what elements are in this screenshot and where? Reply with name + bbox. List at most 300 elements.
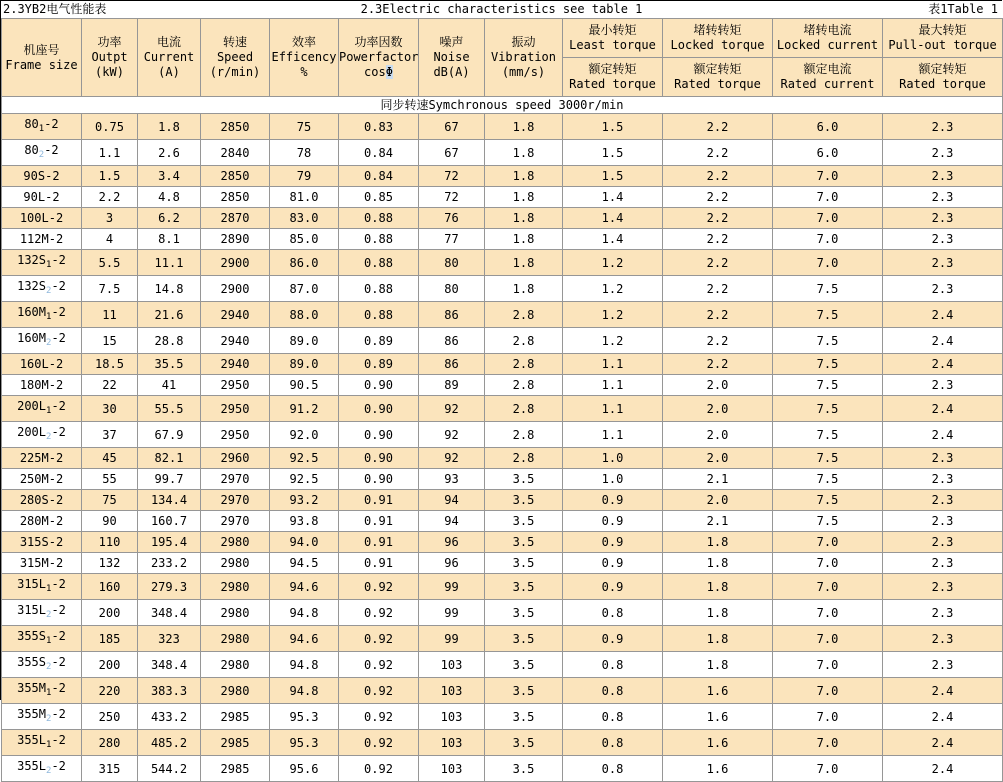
value-cell: 7.5 <box>773 396 883 422</box>
value-cell: 2980 <box>201 532 270 553</box>
value-cell: 94.0 <box>270 532 339 553</box>
value-cell: 3.5 <box>485 469 563 490</box>
value-cell: 2980 <box>201 600 270 626</box>
frame-size-cell: $355S_1-2$ <box>2 626 82 652</box>
value-cell: 2.2 <box>663 229 773 250</box>
value-cell: 3 <box>82 208 138 229</box>
frame-size-cell: 225M-2 <box>2 448 82 469</box>
ratio-header-top-en: Locked torque <box>670 38 765 52</box>
value-cell: 544.2 <box>138 756 201 782</box>
value-cell: 2.3 <box>883 600 1003 626</box>
ratio-header-bottom-en: Rated torque <box>569 77 656 91</box>
value-cell: 6.0 <box>773 140 883 166</box>
value-cell: 2.3 <box>883 250 1003 276</box>
frame-size-cell: $160M_2-2$ <box>2 328 82 354</box>
value-cell: 7.5 <box>773 511 883 532</box>
ratio-header-bottom-zh: 额定转矩 <box>588 62 637 76</box>
value-cell: 1.8 <box>485 166 563 187</box>
table-row <box>2 276 1003 302</box>
column-header-en: Powerfactor <box>339 50 419 64</box>
value-cell: 2985 <box>201 756 270 782</box>
value-cell: 1.8 <box>485 250 563 276</box>
value-cell: 94.6 <box>270 626 339 652</box>
value-cell: 86.0 <box>270 250 339 276</box>
value-cell: 94.8 <box>270 652 339 678</box>
column-header-zh: 转速 <box>222 35 247 49</box>
value-cell: 1.4 <box>563 229 663 250</box>
value-cell: 2.3 <box>883 532 1003 553</box>
value-cell: 7.0 <box>773 626 883 652</box>
value-cell: 2.2 <box>663 114 773 140</box>
value-cell: 79 <box>270 166 339 187</box>
value-cell: 0.9 <box>563 532 663 553</box>
ratio-header-top-en: Pull-out torque <box>888 38 997 52</box>
value-cell: 22 <box>82 375 138 396</box>
value-cell: 2.8 <box>485 375 563 396</box>
column-header-en: Noise <box>433 50 470 64</box>
value-cell: 2900 <box>201 276 270 302</box>
value-cell: 28.8 <box>138 328 201 354</box>
value-cell: 7.5 <box>82 276 138 302</box>
value-cell: 132 <box>82 553 138 574</box>
value-cell: 80 <box>419 250 485 276</box>
frame-size-subscript: 2 <box>46 662 52 672</box>
column-header-6 <box>419 19 485 97</box>
value-cell: 96 <box>419 553 485 574</box>
value-cell: 3.4 <box>138 166 201 187</box>
value-cell: 1.0 <box>563 469 663 490</box>
value-cell: 92.0 <box>270 422 339 448</box>
value-cell: 279.3 <box>138 574 201 600</box>
column-header-unit: (A) <box>158 65 180 79</box>
ratio-header-top-1 <box>663 19 773 58</box>
value-cell: 55.5 <box>138 396 201 422</box>
page-title-left: 2.3YB2电气性能表 <box>3 2 107 16</box>
value-cell: 3.5 <box>485 574 563 600</box>
value-cell: 2.4 <box>883 756 1003 782</box>
table-row <box>2 448 1003 469</box>
value-cell: 94.6 <box>270 574 339 600</box>
value-cell: 0.88 <box>339 208 419 229</box>
frame-size-cell: $355S_2-2$ <box>2 652 82 678</box>
table-row <box>2 328 1003 354</box>
frame-size-subscript: 1 <box>46 636 52 646</box>
value-cell: 1.8 <box>663 553 773 574</box>
value-cell: 30 <box>82 396 138 422</box>
ratio-header-bottom-en: Rated torque <box>674 77 761 91</box>
frame-size-cell: 280M-2 <box>2 511 82 532</box>
value-cell: 3.5 <box>485 600 563 626</box>
value-cell: 2.1 <box>663 469 773 490</box>
value-cell: 2850 <box>201 166 270 187</box>
value-cell: 86 <box>419 302 485 328</box>
value-cell: 94.8 <box>270 678 339 704</box>
value-cell: 7.0 <box>773 166 883 187</box>
value-cell: 7.5 <box>773 422 883 448</box>
value-cell: 3.5 <box>485 532 563 553</box>
value-cell: 1.5 <box>563 166 663 187</box>
value-cell: 0.91 <box>339 490 419 511</box>
value-cell: 2900 <box>201 250 270 276</box>
value-cell: 1.8 <box>485 229 563 250</box>
value-cell: 7.5 <box>773 276 883 302</box>
value-cell: 81.0 <box>270 187 339 208</box>
phi-symbol: Φ <box>385 65 393 79</box>
table-body <box>2 97 1003 782</box>
value-cell: 233.2 <box>138 553 201 574</box>
frame-size-cell: 315M-2 <box>2 553 82 574</box>
value-cell: 0.90 <box>339 375 419 396</box>
value-cell: 1.2 <box>563 302 663 328</box>
value-cell: 6.0 <box>773 114 883 140</box>
frame-size-subscript: 1 <box>38 124 45 134</box>
value-cell: 2980 <box>201 574 270 600</box>
value-cell: 2.4 <box>883 678 1003 704</box>
value-cell: 0.89 <box>339 354 419 375</box>
value-cell: 315 <box>82 756 138 782</box>
value-cell: 2.8 <box>485 396 563 422</box>
value-cell: 250 <box>82 704 138 730</box>
value-cell: 2.3 <box>883 229 1003 250</box>
value-cell: 0.92 <box>339 600 419 626</box>
value-cell: 2.3 <box>883 140 1003 166</box>
value-cell: 1.8 <box>485 208 563 229</box>
value-cell: 78 <box>270 140 339 166</box>
value-cell: 1.6 <box>663 704 773 730</box>
value-cell: 91.2 <box>270 396 339 422</box>
value-cell: 7.0 <box>773 704 883 730</box>
value-cell: 89.0 <box>270 328 339 354</box>
value-cell: 2.4 <box>883 704 1003 730</box>
value-cell: 2.4 <box>883 730 1003 756</box>
value-cell: 103 <box>419 678 485 704</box>
page-title-center: 2.3Electric characteristics see table 1 <box>360 2 643 16</box>
value-cell: 2.8 <box>485 354 563 375</box>
value-cell: 99 <box>419 626 485 652</box>
value-cell: 200 <box>82 652 138 678</box>
value-cell: 92 <box>419 448 485 469</box>
value-cell: 8.1 <box>138 229 201 250</box>
synchronous-speed-row <box>2 97 1003 114</box>
value-cell: 94.5 <box>270 553 339 574</box>
ratio-header-top-zh: 最大转矩 <box>918 23 967 37</box>
column-header-2 <box>138 19 201 97</box>
frame-size-cell: 180M-2 <box>2 375 82 396</box>
value-cell: 11.1 <box>138 250 201 276</box>
value-cell: 433.2 <box>138 704 201 730</box>
value-cell: 2.2 <box>663 166 773 187</box>
column-header-unit: % <box>300 65 308 79</box>
ratio-header-bottom-zh: 额定电流 <box>803 62 852 76</box>
value-cell: 75 <box>270 114 339 140</box>
value-cell: 0.92 <box>339 730 419 756</box>
value-cell: 2.2 <box>663 187 773 208</box>
value-cell: 5.5 <box>82 250 138 276</box>
frame-size-cell: $200L_2-2$ <box>2 422 82 448</box>
value-cell: 3.5 <box>485 553 563 574</box>
value-cell: 86 <box>419 354 485 375</box>
value-cell: 2.3 <box>883 187 1003 208</box>
value-cell: 99.7 <box>138 469 201 490</box>
ratio-header-bottom-3 <box>883 58 1003 97</box>
value-cell: 2970 <box>201 490 270 511</box>
table-header <box>2 19 1003 97</box>
value-cell: 0.9 <box>563 490 663 511</box>
table-row <box>2 140 1003 166</box>
column-header-unit: cosΦ <box>364 65 393 79</box>
value-cell: 2.2 <box>663 250 773 276</box>
value-cell: 14.8 <box>138 276 201 302</box>
value-cell: 4 <box>82 229 138 250</box>
value-cell: 1.8 <box>485 114 563 140</box>
column-header-zh: 噪声 <box>439 35 464 49</box>
value-cell: 7.0 <box>773 652 883 678</box>
value-cell: 1.8 <box>485 140 563 166</box>
value-cell: 77 <box>419 229 485 250</box>
value-cell: 2.4 <box>883 422 1003 448</box>
table-row <box>2 229 1003 250</box>
frame-size-subscript: 2 <box>46 286 52 296</box>
value-cell: 1.2 <box>563 328 663 354</box>
value-cell: 7.5 <box>773 328 883 354</box>
value-cell: 103 <box>419 756 485 782</box>
value-cell: 83.0 <box>270 208 339 229</box>
table-row <box>2 678 1003 704</box>
value-cell: 94.8 <box>270 600 339 626</box>
value-cell: 99 <box>419 600 485 626</box>
value-cell: 6.2 <box>138 208 201 229</box>
value-cell: 2.0 <box>663 490 773 511</box>
value-cell: 2.1 <box>663 511 773 532</box>
frame-size-cell: $200L_1-2$ <box>2 396 82 422</box>
value-cell: 2.8 <box>485 448 563 469</box>
value-cell: 1.1 <box>563 375 663 396</box>
ratio-header-bottom-en: Rated torque <box>899 77 986 91</box>
table-row <box>2 600 1003 626</box>
table-row <box>2 375 1003 396</box>
value-cell: 1.5 <box>563 140 663 166</box>
ratio-header-bottom-0 <box>563 58 663 97</box>
column-header-en: Efficency <box>271 50 337 64</box>
value-cell: 7.0 <box>773 532 883 553</box>
value-cell: 3.5 <box>485 730 563 756</box>
value-cell: 348.4 <box>138 652 201 678</box>
value-cell: 92.5 <box>270 469 339 490</box>
value-cell: 0.8 <box>563 756 663 782</box>
value-cell: 95.3 <box>270 730 339 756</box>
value-cell: 37 <box>82 422 138 448</box>
value-cell: 2.2 <box>663 302 773 328</box>
value-cell: 95.3 <box>270 704 339 730</box>
value-cell: 2.0 <box>663 448 773 469</box>
column-header-0 <box>2 19 82 97</box>
ratio-header-top-3 <box>883 19 1003 58</box>
table-row <box>2 532 1003 553</box>
value-cell: 35.5 <box>138 354 201 375</box>
value-cell: 1.8 <box>485 187 563 208</box>
frame-size-subscript: 2 <box>46 766 52 776</box>
value-cell: 1.8 <box>663 626 773 652</box>
value-cell: 55 <box>82 469 138 490</box>
frame-size-subscript: 2 <box>46 338 52 348</box>
page-title-right: 表1Table 1 <box>928 2 998 16</box>
value-cell: 0.84 <box>339 166 419 187</box>
value-cell: 195.4 <box>138 532 201 553</box>
table-row <box>2 422 1003 448</box>
value-cell: 7.0 <box>773 187 883 208</box>
frame-size-cell: 250M-2 <box>2 469 82 490</box>
frame-size-cell: 315S-2 <box>2 532 82 553</box>
value-cell: 2980 <box>201 678 270 704</box>
column-header-7 <box>485 19 563 97</box>
table-row <box>2 469 1003 490</box>
value-cell: 323 <box>138 626 201 652</box>
value-cell: 2940 <box>201 354 270 375</box>
frame-size-subscript: 2 <box>46 610 52 620</box>
value-cell: 2.0 <box>663 396 773 422</box>
column-header-zh: 振动 <box>511 35 536 49</box>
value-cell: 1.8 <box>663 652 773 678</box>
value-cell: 80 <box>419 276 485 302</box>
table-row <box>2 652 1003 678</box>
column-header-3 <box>201 19 270 97</box>
value-cell: 41 <box>138 375 201 396</box>
value-cell: 2870 <box>201 208 270 229</box>
value-cell: 7.0 <box>773 730 883 756</box>
value-cell: 15 <box>82 328 138 354</box>
electric-characteristics-table <box>1 18 1003 782</box>
value-cell: 2985 <box>201 730 270 756</box>
value-cell: 3.5 <box>485 626 563 652</box>
table-row <box>2 553 1003 574</box>
value-cell: 2.4 <box>883 328 1003 354</box>
frame-size-subscript: 2 <box>46 432 52 442</box>
value-cell: 2.3 <box>883 375 1003 396</box>
value-cell: 2.3 <box>883 511 1003 532</box>
frame-size-cell: 280S-2 <box>2 490 82 511</box>
column-header-unit: dB(A) <box>433 65 470 79</box>
value-cell: 0.89 <box>339 328 419 354</box>
value-cell: 1.5 <box>563 114 663 140</box>
ratio-header-bottom-2 <box>773 58 883 97</box>
value-cell: 7.0 <box>773 574 883 600</box>
value-cell: 87.0 <box>270 276 339 302</box>
value-cell: 1.8 <box>663 574 773 600</box>
value-cell: 21.6 <box>138 302 201 328</box>
column-header-unit: (mm/s) <box>501 65 546 79</box>
value-cell: 7.5 <box>773 302 883 328</box>
value-cell: 200 <box>82 600 138 626</box>
value-cell: 1.2 <box>563 250 663 276</box>
value-cell: 0.91 <box>339 553 419 574</box>
value-cell: 1.0 <box>563 448 663 469</box>
value-cell: 94 <box>419 490 485 511</box>
value-cell: 348.4 <box>138 600 201 626</box>
value-cell: 85.0 <box>270 229 339 250</box>
column-header-zh: 机座号 <box>23 42 60 57</box>
ratio-header-top-en: Locked current <box>776 38 879 52</box>
value-cell: 2950 <box>201 396 270 422</box>
value-cell: 2.3 <box>883 469 1003 490</box>
column-header-en: Frame size <box>5 57 78 72</box>
frame-size-subscript: 1 <box>46 260 52 270</box>
value-cell: 1.8 <box>485 276 563 302</box>
value-cell: 2.4 <box>883 396 1003 422</box>
value-cell: 2850 <box>201 187 270 208</box>
value-cell: 0.92 <box>339 756 419 782</box>
value-cell: 90 <box>82 511 138 532</box>
value-cell: 2.4 <box>883 354 1003 375</box>
table-row <box>2 354 1003 375</box>
value-cell: 220 <box>82 678 138 704</box>
value-cell: 1.6 <box>663 756 773 782</box>
value-cell: 0.92 <box>339 652 419 678</box>
value-cell: 7.0 <box>773 678 883 704</box>
value-cell: 2.8 <box>485 302 563 328</box>
ratio-header-top-zh: 堵转转矩 <box>693 23 742 37</box>
column-header-4 <box>270 19 339 97</box>
ratio-header-top-en: Least torque <box>569 38 656 52</box>
value-cell: 2.3 <box>883 574 1003 600</box>
table-row <box>2 166 1003 187</box>
value-cell: 3.5 <box>485 704 563 730</box>
frame-size-cell: $355L_1-2$ <box>2 730 82 756</box>
value-cell: 0.85 <box>339 187 419 208</box>
value-cell: 0.88 <box>339 302 419 328</box>
value-cell: 0.90 <box>339 396 419 422</box>
frame-size-subscript: 1 <box>46 406 52 416</box>
value-cell: 7.0 <box>773 229 883 250</box>
ratio-header-top-zh: 最小转矩 <box>588 23 637 37</box>
value-cell: 0.88 <box>339 276 419 302</box>
value-cell: 2.6 <box>138 140 201 166</box>
value-cell: 3.5 <box>485 678 563 704</box>
value-cell: 1.8 <box>663 532 773 553</box>
column-header-en: Vibration <box>490 50 557 64</box>
value-cell: 2.3 <box>883 652 1003 678</box>
value-cell: 103 <box>419 704 485 730</box>
table-row <box>2 626 1003 652</box>
value-cell: 280 <box>82 730 138 756</box>
value-cell: 2.3 <box>883 114 1003 140</box>
value-cell: 1.2 <box>563 276 663 302</box>
column-header-zh: 效率 <box>291 35 316 49</box>
table-row <box>2 756 1003 782</box>
ratio-header-top-zh: 堵转电流 <box>803 23 852 37</box>
value-cell: 7.5 <box>773 448 883 469</box>
value-cell: 2.0 <box>663 422 773 448</box>
column-header-zh: 功率 <box>97 35 122 49</box>
value-cell: 67.9 <box>138 422 201 448</box>
value-cell: 2.2 <box>663 208 773 229</box>
value-cell: 99 <box>419 574 485 600</box>
value-cell: 72 <box>419 166 485 187</box>
frame-size-subscript: 1 <box>46 740 52 750</box>
frame-size-cell: 90S-2 <box>2 166 82 187</box>
column-header-en: Current <box>143 50 195 64</box>
value-cell: 0.92 <box>339 678 419 704</box>
frame-size-cell: $132S_2-2$ <box>2 276 82 302</box>
value-cell: 92.5 <box>270 448 339 469</box>
value-cell: 2.3 <box>883 276 1003 302</box>
value-cell: 2.8 <box>485 422 563 448</box>
value-cell: 18.5 <box>82 354 138 375</box>
column-header-1 <box>82 19 138 97</box>
frame-size-cell: 160L-2 <box>2 354 82 375</box>
value-cell: 92 <box>419 422 485 448</box>
value-cell: 1.4 <box>563 208 663 229</box>
value-cell: 2850 <box>201 114 270 140</box>
